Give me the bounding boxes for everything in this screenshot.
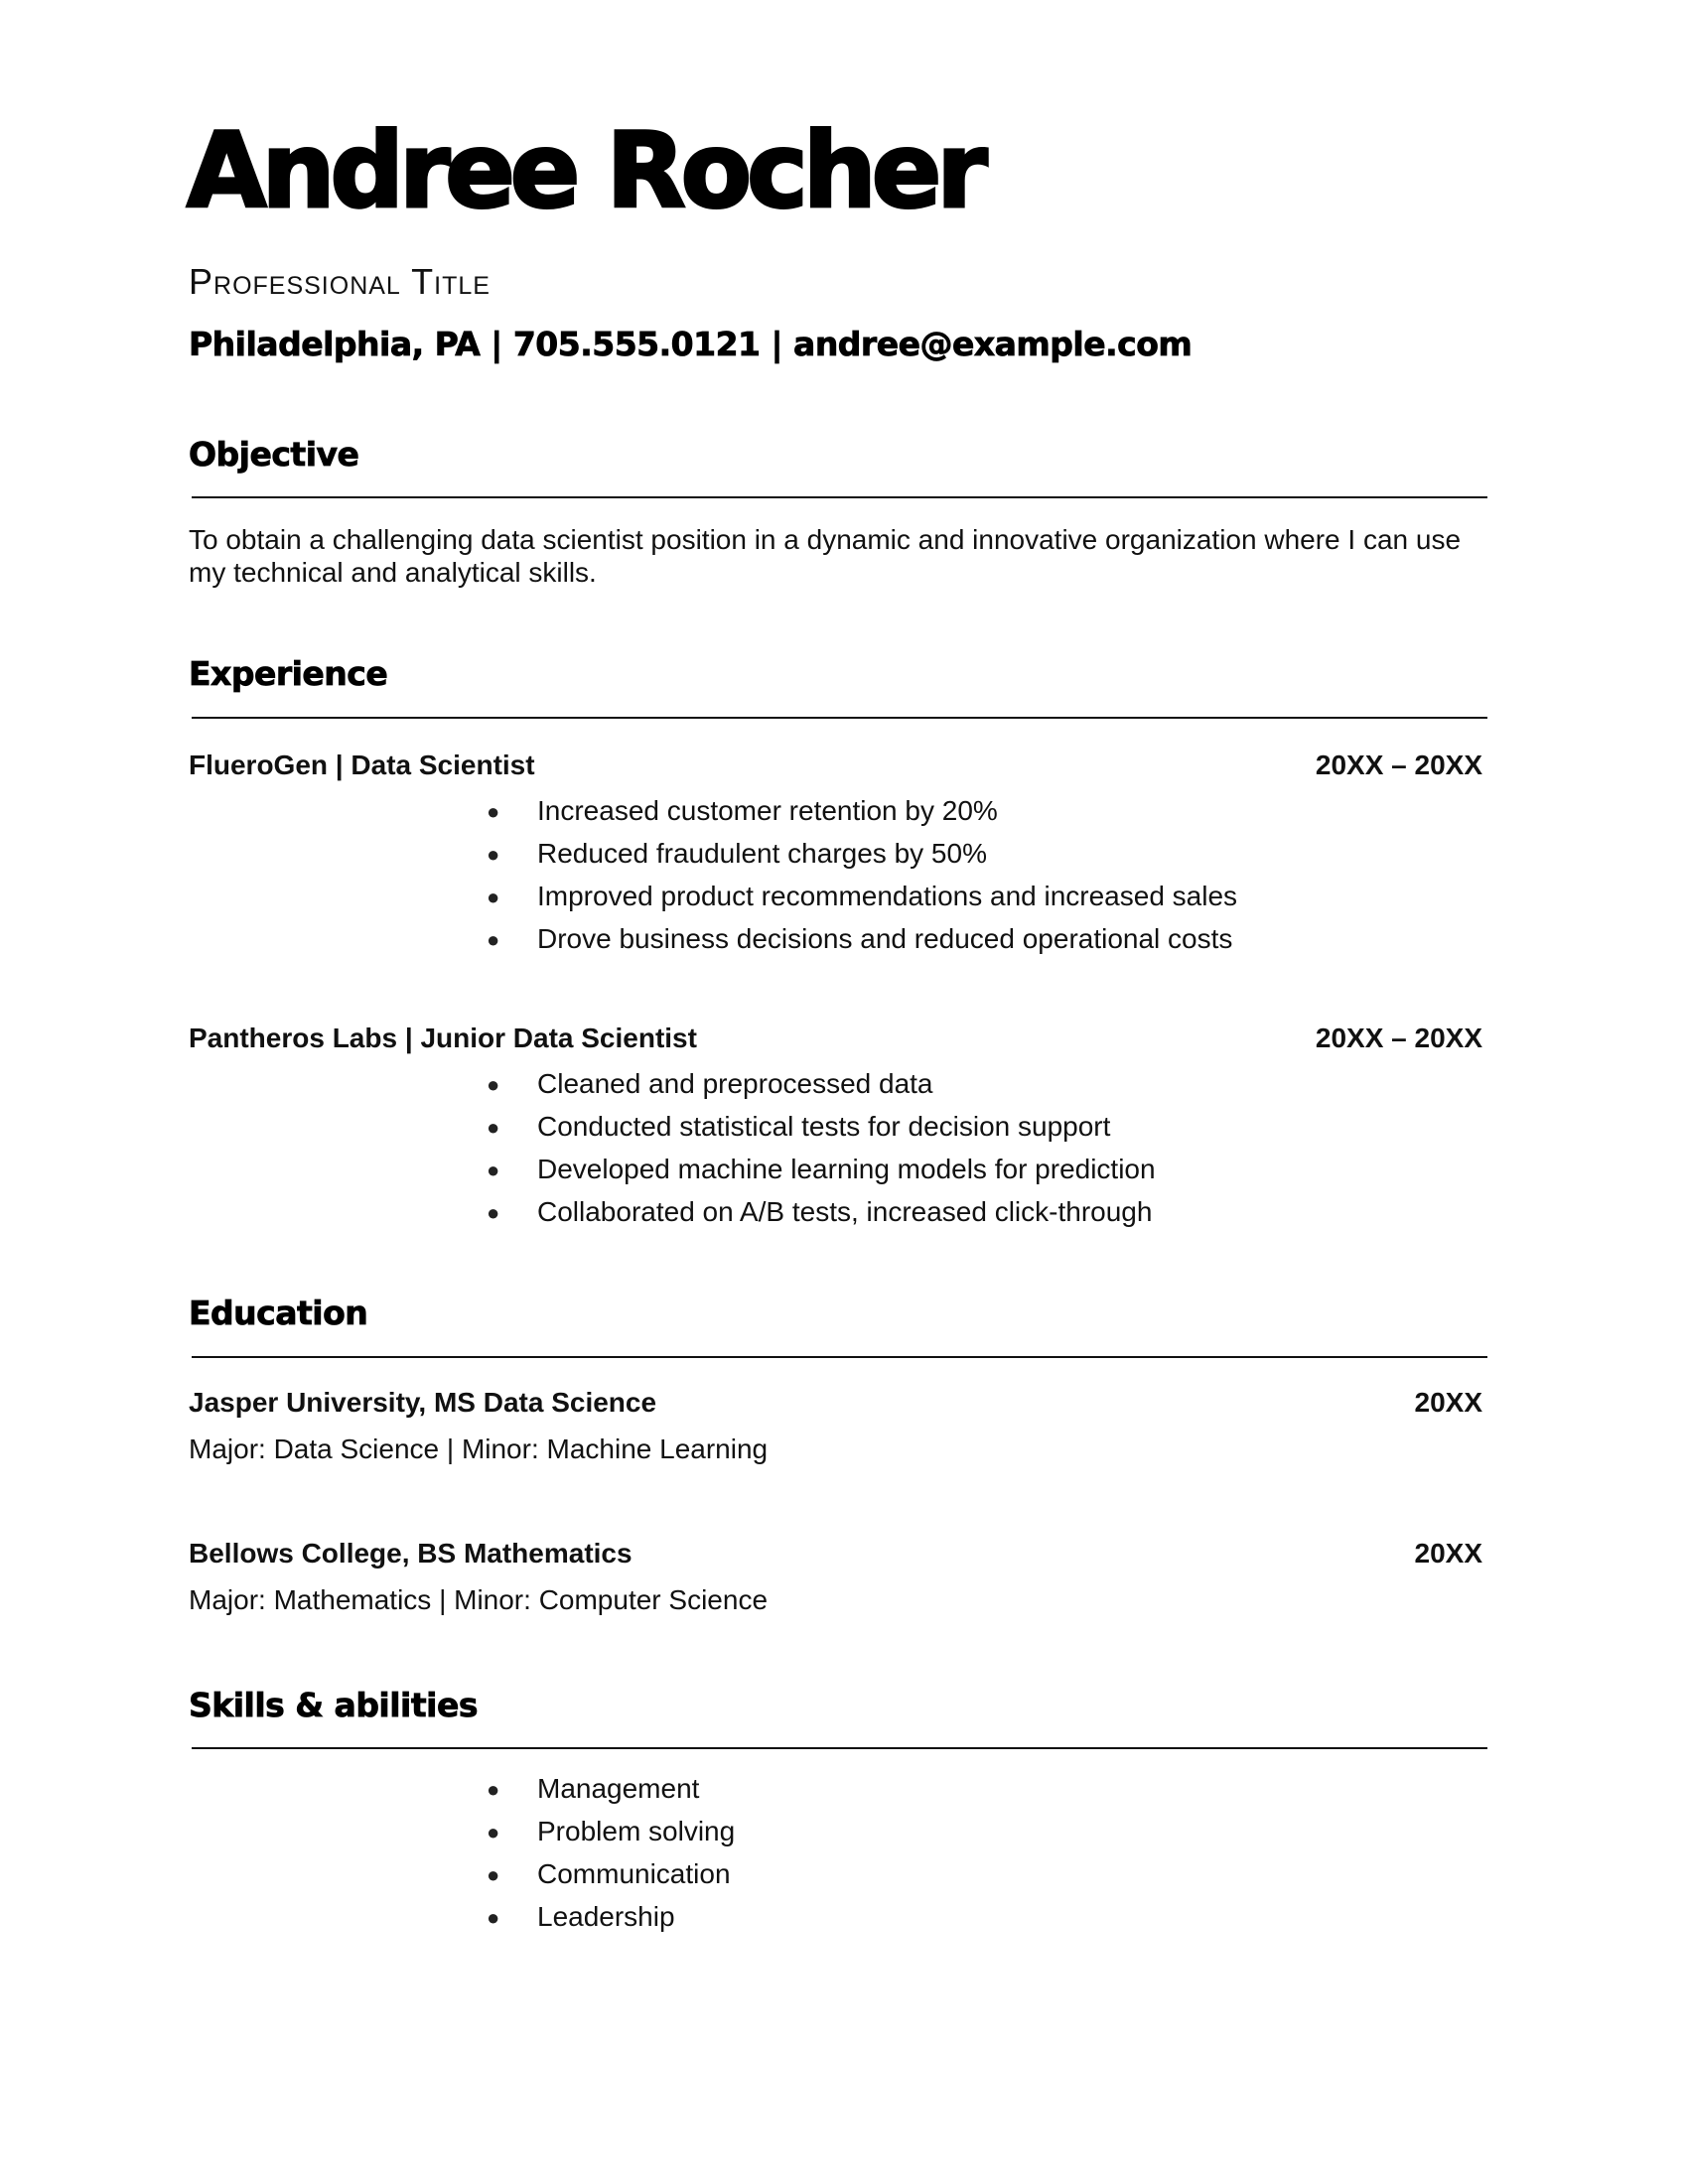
job-dates: 20XX – 20XX — [1315, 750, 1482, 780]
job-bullet-text: Drove business decisions and reduced operational costs — [537, 923, 1233, 954]
job-bullet-text: Conducted statistical tests for decision support — [537, 1111, 1111, 1142]
job-bullet-text: Increased customer retention by 20% — [537, 795, 998, 826]
job-bullet-text: Reduced fraudulent charges by 50% — [537, 838, 987, 869]
school-title: Bellows College, BS Mathematics — [189, 1538, 633, 1569]
bullet-icon: ● — [487, 1820, 500, 1844]
job-title: FlueroGen | Data Scientist — [189, 750, 535, 780]
school-details: Major: Mathematics | Minor: Computer Science — [189, 1584, 769, 1615]
bullet-icon: ● — [487, 1777, 500, 1802]
bullet-icon: ● — [487, 1158, 500, 1182]
skill-text: Management — [537, 1773, 700, 1804]
school-year: 20XX — [1414, 1538, 1482, 1569]
education-heading: Education — [189, 1294, 368, 1332]
skill-text: Leadership — [537, 1901, 675, 1932]
skills-divider — [192, 1747, 1487, 1749]
school-year: 20XX — [1414, 1387, 1482, 1418]
bullet-icon: ● — [487, 885, 500, 909]
job-bullet-text: Cleaned and preprocessed data — [537, 1068, 933, 1099]
bullet-icon: ● — [487, 1905, 500, 1930]
contact-line: Philadelphia, PA | 705.555.0121 | andree@example.com — [189, 325, 1193, 363]
experience-divider — [192, 717, 1487, 719]
skills-heading: Skills & abilities — [189, 1686, 478, 1724]
skill-text: Communication — [537, 1858, 731, 1889]
bullet-icon: ● — [487, 799, 500, 824]
bullet-icon: ● — [487, 1862, 500, 1887]
skill-text: Problem solving — [537, 1816, 736, 1846]
bullet-icon: ● — [487, 1072, 500, 1097]
professional-title: Professional Title — [189, 261, 491, 302]
education-divider — [192, 1356, 1487, 1358]
bullet-icon: ● — [487, 1200, 500, 1225]
bullet-icon: ● — [487, 927, 500, 952]
bullet-icon: ● — [487, 842, 500, 867]
job-bullet-text: Collaborated on A/B tests, increased click-through — [537, 1196, 1153, 1227]
experience-heading: Experience — [189, 654, 388, 693]
objective-text: To obtain a challenging data scientist position in a dynamic and innovative organization where I can use my technical and analytical skills. — [189, 524, 1462, 588]
objective-divider — [192, 496, 1487, 498]
job-title: Pantheros Labs | Junior Data Scientist — [189, 1023, 697, 1053]
school-title: Jasper University, MS Data Science — [189, 1387, 657, 1418]
candidate-name: Andree Rocher — [187, 110, 983, 231]
job-bullet-text: Developed machine learning models for prediction — [537, 1154, 1156, 1184]
job-bullet-text: Improved product recommendations and increased sales — [537, 881, 1238, 911]
objective-heading: Objective — [189, 435, 359, 474]
school-details: Major: Data Science | Minor: Machine Learning — [189, 1433, 769, 1464]
bullet-icon: ● — [487, 1115, 500, 1140]
job-dates: 20XX – 20XX — [1315, 1023, 1482, 1053]
